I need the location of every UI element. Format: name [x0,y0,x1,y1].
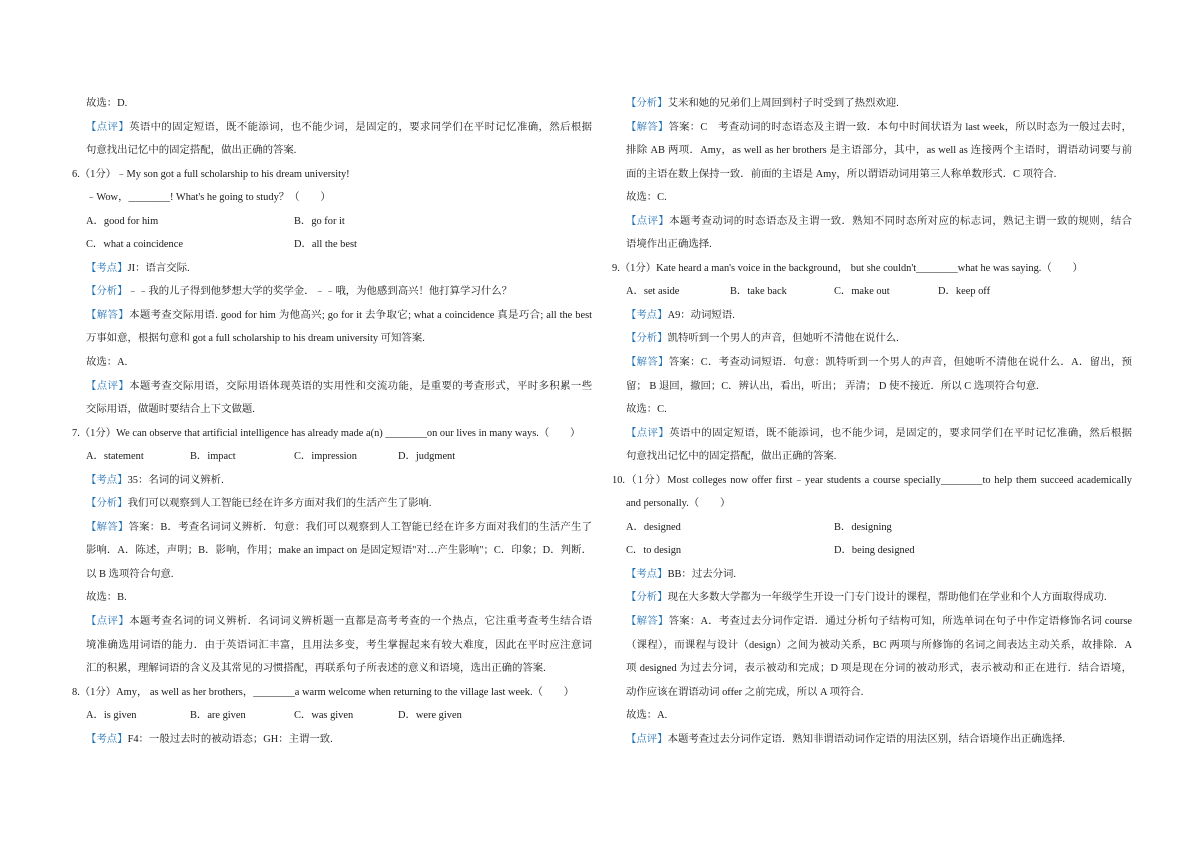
text-line: 境准确选用词语的能力．由于英语词汇丰富，且用法多变，考生掌握起来有较大难度，因此在平时应注意词 [86,639,592,651]
annotated-line [72,516,592,540]
answer-option: C．to design [626,545,682,557]
question-line: 10.（1分）Most colleges now offer first﹣year students a course specially________to help them succeed academically [612,474,1132,486]
question-line: 7.（1分）We can observe that artificial intelligence has already made a(n) ________on our lives in many ways.（ ） [72,427,581,439]
annotated-line [612,116,1132,140]
section-tag: 【考点】 [86,733,128,745]
answer-option: C．what a coincidence [86,239,183,251]
line-text: 凯特听到一个男人的声音，但她听不清他在说什么. [667,333,899,345]
annotated-line [72,492,592,516]
section-tag: 【解答】 [86,521,129,533]
line-text: 英语中的固定短语，既不能添词，也不能少词，是固定的，要求同学们在平时记忆准确，然后根据 [669,427,1132,439]
text-line: 句意找出记忆中的固定搭配，做出正确的答案. [626,451,837,463]
section-tag: 【点评】 [86,616,130,628]
annotated-line [612,304,1132,328]
text-line: 排除 AB 两项．Amy，as well as her brothers 是主语部分，其中，as well as 连接两个主语时，谓语动词要与前 [626,145,1132,157]
answer-options [72,445,592,469]
section-tag: 【分析】 [86,286,128,298]
annotated-line [72,116,592,140]
line-text: 答案：C 考查动词的时态语态及主谓一致．本句中时间状语为 last week，所以时态为一般过去时， [668,121,1132,133]
annotated-line [612,586,1132,610]
line-text: F4：一般过去时的被动语态；GH：主谓一致. [127,733,333,745]
section-tag: 【分析】 [626,333,668,345]
annotated-line [72,280,592,304]
annotated-line [612,92,1132,116]
line-text: 答案：A．考查过去分词作定语．通过分析句子结构可知，所选单词在句子中作定语修饰名词 course [668,616,1132,628]
annotated-line [72,728,592,752]
annotated-line [612,728,1132,752]
section-tag: 【解答】 [86,309,130,321]
text-line: 故选：C. [626,404,667,416]
section-tag: 【分析】 [626,98,668,109]
answer-options [72,210,592,234]
text-line: 语境作出正确选择. [626,239,712,251]
section-tag: 【解答】 [626,121,669,133]
text-line: 以 B 选项符合句意. [86,568,174,580]
text-line: 留； B 退回，撤回；C．辨认出，看出，听出； 弄清； D 使不接近．所以 C 选项符合句意. [626,380,1039,392]
text-line: 汇的积累，理解词语的含义及其常见的习惯搭配，再联系句子所表述的意义和语境，选出正确的答案. [86,663,546,675]
text-line: 故选：C. [626,192,667,204]
line-text: ﹣﹣我的儿子得到他梦想大学的奖学金．﹣﹣哦，为他感到高兴！他打算学习什么？ [127,286,513,298]
section-tag: 【点评】 [86,380,130,392]
answer-options [72,704,592,728]
answer-option: D．being designed [834,545,915,557]
section-tag: 【分析】 [86,498,128,510]
text-line: 影响．A．陈述，声明；B．影响，作用；make an impact on 是固定短语"对…产生影响"；C．印象；D．判断． [86,545,592,557]
line-text: 英语中的固定短语，既不能添词，也不能少词，是固定的，要求同学们在平时记忆准确，然后根据 [129,121,592,133]
annotated-line [612,351,1132,375]
annotated-line [72,304,592,328]
text-line: 句意找出记忆中的固定搭配，做出正确的答案. [86,145,297,157]
line-text: BB：过去分词. [667,568,736,580]
answer-option: C．impression [294,451,357,463]
left-column [72,92,592,751]
annotated-line [72,610,592,634]
annotated-line [612,563,1132,587]
right-column [612,92,1132,751]
section-tag: 【考点】 [86,474,128,486]
annotated-line [612,210,1132,234]
text-line: 故选：B. [86,592,127,604]
annotated-line [72,469,592,493]
line-text: 本题考查过去分词作定语．熟知非谓语动词作定语的用法区别，结合语境作出正确选择. [667,733,1065,745]
text-line: 故选：A. [86,357,128,369]
line-text: 本题考查交际用语，交际用语体现英语的实用性和交流功能，是重要的考查形式，平时多积累一些 [129,380,592,392]
line-text: 现在大多数大学都为一年级学生开设一门专门设计的课程，帮助他们在学业和个人方面取得成功. [667,592,1107,604]
section-tag: 【点评】 [86,121,130,133]
section-tag: 【解答】 [626,616,669,628]
text-line: 项 designed 为过去分词，表示被动和完成；D 项是现在分词的被动形式，表示被动和正在进行．结合语境， [626,663,1132,675]
answer-option: C．was given [294,710,354,722]
answer-option: C．make out [834,286,890,298]
line-text: 本题考查动词的时态语态及主谓一致．熟知不同时态所对应的标志词，熟记主谓一致的规则，结合 [669,215,1132,227]
answer-option: B．designing [834,521,892,533]
section-tag: 【考点】 [86,262,128,274]
answer-option: D．all the best [294,239,357,251]
annotated-line [612,422,1132,446]
annotated-line [72,257,592,281]
annotated-line [72,375,592,399]
section-tag: 【点评】 [626,733,668,745]
answer-option: A．set aside [626,286,680,298]
line-text: 答案：B．考查名词词义辨析．句意：我们可以观察到人工智能已经在许多方面对我们的生活产生了 [128,521,592,533]
line-text: 35：名词的词义辨析. [127,474,224,486]
question-line: 9.（1分）Kate heard a man's voice in the background， but she couldn't________what he was saying.（ ） [612,262,1083,274]
text-line: 故选：D. [86,98,128,109]
answer-option: D．were given [398,710,462,722]
line-text: 我们可以观察到人工智能已经在许多方面对我们的生活产生了影响. [127,498,432,510]
answer-option: B．go for it [294,215,345,227]
answer-option: D．judgment [398,451,456,463]
section-tag: 【点评】 [626,215,670,227]
text-line: ﹣Wow，________! What's he going to study？（ ） [86,192,331,204]
section-tag: 【点评】 [626,427,670,439]
answer-option: A．designed [626,521,681,533]
section-tag: 【解答】 [626,357,669,369]
answer-option: D．keep off [938,286,991,298]
answer-option: A．good for him [86,215,159,227]
annotated-line [612,327,1132,351]
answer-options [612,280,1132,304]
question-line: 8.（1分）Amy， as well as her brothers，________a warm welcome when returning to the village last week.（ ） [72,686,575,698]
answer-option: A．statement [86,451,144,463]
text-line: 动作应该在谓语动词 offer 之前完成，所以 A 项符合. [626,686,864,698]
line-text: 艾米和她的兄弟们上周回到村子时受到了热烈欢迎. [667,98,899,109]
text-line: 故选：A. [626,710,668,722]
answer-options [72,233,592,257]
answer-option: B．are given [190,710,246,722]
answer-option: A．is given [86,710,137,722]
answer-option: B．take back [730,286,787,298]
line-text: 答案：C．考查动词短语．句意：凯特听到一个男人的声音，但她听不清他在说什么．A．留出，预 [668,357,1132,369]
line-text: 本题考查交际用语. good for him 为他高兴; go for it 去争取它; what a coincidence 真是巧合; all the best [129,309,592,321]
text-line: 万事如意，根据句意和 got a full scholarship to his dream university 可知答案. [86,333,425,345]
section-tag: 【考点】 [626,309,668,321]
answer-options [612,516,1132,540]
text-line: 交际用语，做题时要结合上下文做题. [86,404,255,416]
line-text: A9：动词短语. [667,309,735,321]
text-line: 面的主语在数上保持一致．前面的主语是 Amy，所以谓语动词用第三人称单数形式．C 项符合. [626,168,1057,180]
section-tag: 【考点】 [626,568,668,580]
section-tag: 【分析】 [626,592,668,604]
line-text: JI：语言交际. [127,262,190,274]
answer-option: B．impact [190,451,236,463]
question-line: 6.（1分）﹣My son got a full scholarship to his dream university! [72,168,350,180]
annotated-line [612,610,1132,634]
line-text: 本题考查名词的词义辨析．名词词义辨析题一直都是高考考查的一个热点，它注重考查考生结合语 [129,616,592,628]
answer-options [612,539,1132,563]
text-line: （课程），而课程与设计（design）之间为被动关系，BC 两项与所修饰的名词之间表达主动关系，故排除．A [626,639,1132,651]
text-line: and personally.（ ） [626,498,731,510]
